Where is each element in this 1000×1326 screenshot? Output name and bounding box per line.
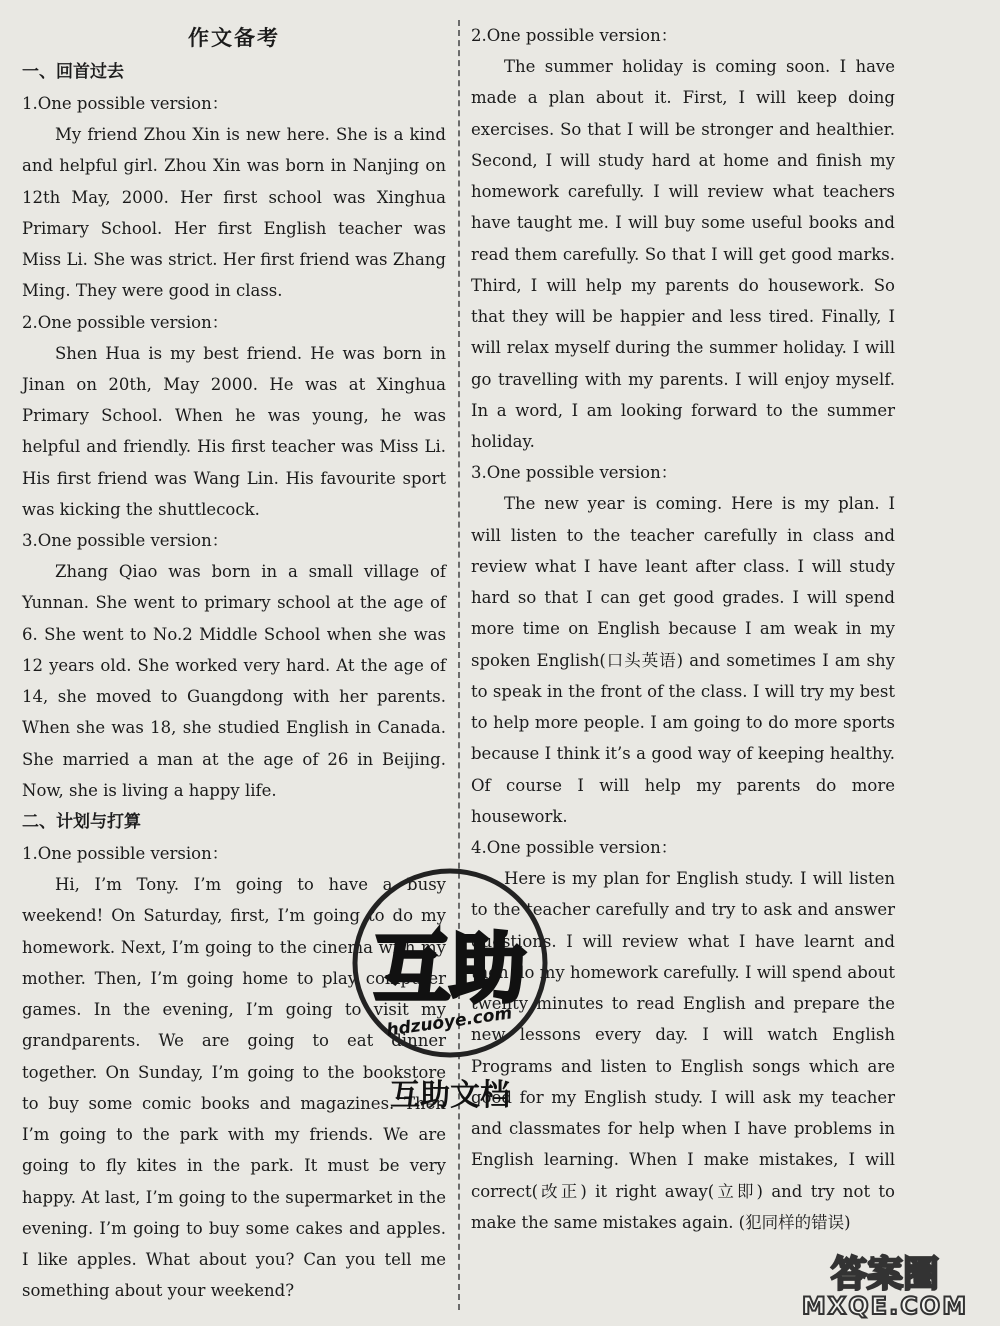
section-heading-plans: 二、计划与打算 — [22, 812, 141, 832]
version-label: 2.One possible version： — [22, 312, 229, 332]
essay-paragraph: Shen Hua is my best friend. He was born in Jinan on 20th, May 2000. He was at Xinghua Primary School. When he was young, he was helpful and friendly. His first teacher was Miss Li. His first friend was Wang Lin. His favourite sport was kicking the shuttlecock. — [22, 343, 446, 519]
watermark-big-chars: 互助 — [374, 924, 526, 1013]
essay-paragraph: Here is my plan for English study. I will listen to the teacher carefully and try to ask and answer questions. I will review what I have learnt and then do my homework carefully. I will spend about twenty minutes to read English and prepare the new lessons every day. I will watch English Programs and listen to English songs which are good for my English study. I will ask my teacher and classmates for help when I have problems in English learning. When I make mistakes, I will correct(改正) it right away(立即) and try not to make the same mistakes again. (犯同样的错误) — [471, 869, 895, 1232]
essay-paragraph: The new year is coming. Here is my plan. I will listen to the teacher carefully in class and review what I have leant after class. I will study hard so that I can get good grades. I will spend more time on English because I am weak in my spoken English(口头英语) and sometimes I am shy to speak in the front of the class. I will try my best to help more people. I am going to do more sports because I think it’s a good way of keeping healthy. Of course I will help my parents do more housework. — [471, 494, 895, 826]
essay-paragraph: Hi, I’m Tony. I’m going to have a busy weekend! On Saturday, first, I’m going to do my homework. Next, I’m going to the cinema with my mother. Then, I’m going home to play computer games. In the evening, I’m going to visit my grandparents. We are going to eat dinner together. On Sunday, I’m going to the bookstore to buy some comic books and magazines. Then I’m going to the park with my friends. We are going to fly kites in the park. It must be very happy. At last, I’m going to the supermarket in the evening. I’m going to buy some cakes and apples. I like apples. What about you? Can you tell me something about your weekend? — [22, 875, 446, 1301]
corner-logo-text: 答案圈 — [830, 1254, 940, 1295]
page-title: 作文备考 — [188, 25, 280, 50]
section-heading-review-past: 一、回首过去 — [22, 62, 124, 82]
version-label: 2.One possible version： — [471, 26, 678, 45]
watermark-url: hdzuoye.com — [385, 1003, 514, 1041]
version-label: 3.One possible version： — [22, 531, 229, 550]
watermark-stamp — [340, 855, 560, 1135]
version-label: 3.One possible version： — [471, 463, 678, 483]
corner-logo — [775, 1248, 990, 1320]
version-label: 1.One possible version： — [22, 844, 229, 863]
corner-logo-url: MXQE.COM — [801, 1292, 969, 1320]
essay-paragraph: My friend Zhou Xin is new here. She is a kind and helpful girl. Zhou Xin was born in Nanjing on 12th May, 2000. Her first school was Xinghua Primary School. Her first English teacher was Miss Li. She was strict. Her first friend was Zhang Ming. They were good in class. — [22, 125, 446, 301]
essay-paragraph: Zhang Qiao was born in a small village of Yunnan. She went to primary school at the age of 6. She went to No.2 Middle School when she was 12 years old. She worked very hard. At the age of 14, she moved to Guangdong with her parents. When she was 18, she studied English in Canada. She married a man at the age of 26 in Beijing. Now, she is living a happy life. — [22, 562, 446, 800]
watermark-caption: 互助文档 — [390, 1078, 510, 1113]
version-label: 4.One possible version： — [471, 838, 678, 857]
essay-paragraph: The summer holiday is coming soon. I have made a plan about it. First, I will keep doing exercises. So that I will be stronger and healthier. Second, I will study hard at home and finish my homework carefully. I will review what teachers have taught me. I will buy some useful books and read them carefully. So that I will get good marks. Third, I will help my parents do housework. So that they will be happier and less tired. Finally, I will relax myself during the summer holiday. I will go travelling with my parents. I will enjoy myself. In a word, I am looking forward to the summer holiday. — [471, 57, 895, 451]
version-label: 1.One possible version： — [22, 94, 229, 113]
